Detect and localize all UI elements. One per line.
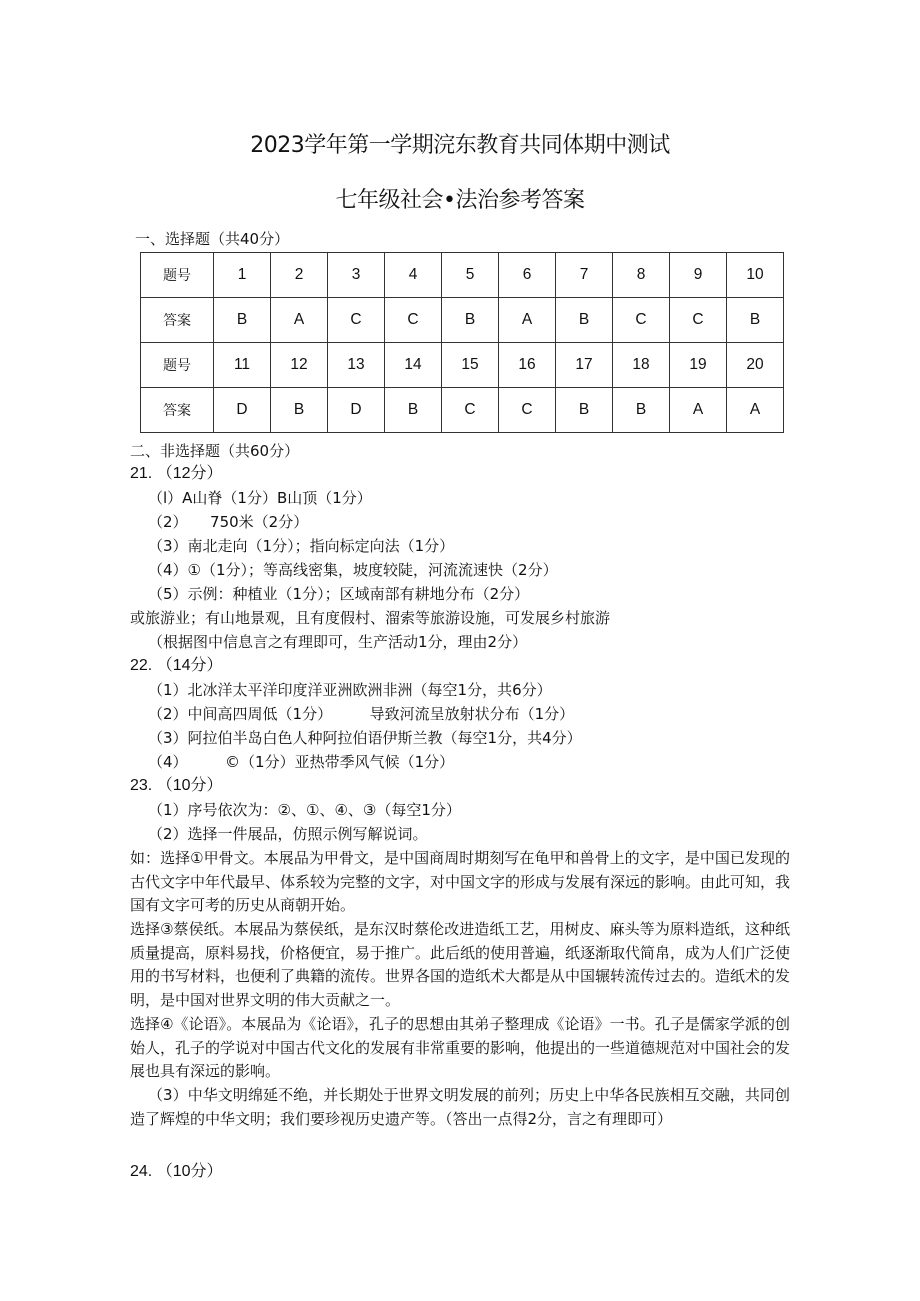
q21-line-4: （4）①（1分）；等高线密集，坡度较陡，河流流速快（2分）	[148, 561, 558, 579]
q21-line-5: （5）示例：种植业（1分）；区域南部有耕地分布（2分）	[148, 585, 530, 603]
q23-example-analects: 选择④《论语》。本展品为《论语》，孔子的思想由其弟子整理成《论语》一书。孔子是儒家学派的创始人，孔子的学说对中国古代文化的发展有非常重要的影响，他提出的一些道德规范对中国社会的发展也具有深远的影响。	[130, 1015, 791, 1081]
q23-example-oracle-bones: 如：选择①甲骨文。本展品为甲骨文，是中国商周时期刻写在龟甲和兽骨上的文字，是中国已发现的古代文字中年代最早、体系较为完整的文字，对中国文字的形成与发展有深远的影响。由此可知，我国有文字可考的历史从商朝开始。	[130, 849, 791, 915]
answer-cell: C	[442, 388, 499, 433]
answer-row	[141, 298, 784, 343]
q23-answer-3: （3）中华文明绵延不绝，并长期处于世界文明发展的前列；历史上中华各民族相互交融，共同创造了辉煌的中华文明；我们要珍视历史遗产等。（答出一点得2分，言之有理即可）	[130, 1086, 790, 1128]
part2-heading: 二、非选择题（共60分）	[130, 442, 300, 460]
question-number-cell: 20	[727, 343, 784, 388]
question-number-cell: 4	[385, 253, 442, 298]
question-number-cell: 5	[442, 253, 499, 298]
answer-cell: A	[499, 298, 556, 343]
q24-title: 24. （10分）	[130, 1163, 223, 1180]
row-label-answer: 答案	[141, 388, 214, 433]
question-number-cell: 7	[556, 253, 613, 298]
q21-title: 21. （12分）	[130, 465, 223, 482]
q22-line-3: （3）阿拉伯半岛白色人种阿拉伯语伊斯兰教（每空1分，共4分）	[148, 729, 582, 747]
question-number-cell: 18	[613, 343, 670, 388]
answer-cell: B	[613, 388, 670, 433]
document-subtitle: 七年级社会•法治参考答案	[335, 188, 585, 213]
q23-example-cai-hou-paper: 选择③蔡侯纸。本展品为蔡侯纸，是东汉时蔡伦改进造纸工艺，用树皮、麻头等为原料造纸，这种纸质量提高，原料易找，价格便宜，易于推广。此后纸的使用普遍，纸逐渐取代简帛，成为人们广泛使用的书写材料，也便利了典籍的流传。世界各国的造纸术大都是从中国辗转流传过去的。造纸术的发明，是中国对世界文明的伟大贡献之一。	[130, 920, 791, 1009]
answer-cell: C	[670, 298, 727, 343]
q23-title: 23. （10分）	[130, 777, 223, 794]
answer-cell: D	[214, 388, 271, 433]
question-number-cell: 10	[727, 253, 784, 298]
row-label-question: 题号	[141, 253, 214, 298]
part1-heading: 一、选择题（共40分）	[135, 230, 290, 248]
question-number-cell: 17	[556, 343, 613, 388]
answer-cell: B	[556, 298, 613, 343]
question-number-cell: 12	[271, 343, 328, 388]
answer-cell: B	[556, 388, 613, 433]
answer-cell: B	[727, 298, 784, 343]
question-number-row	[141, 343, 784, 388]
question-number-cell: 15	[442, 343, 499, 388]
q21-line-7: （根据图中信息言之有理即可，生产活动1分，理由2分）	[148, 633, 528, 651]
q21-line-3: （3）南北走向（1分）；指向标定向法（1分）	[148, 537, 455, 555]
q22-line-2: （2）中间高四周低（1分） 导致河流呈放射状分布（1分）	[148, 705, 575, 723]
answer-cell: C	[499, 388, 556, 433]
question-number-cell: 3	[328, 253, 385, 298]
question-number-cell: 8	[613, 253, 670, 298]
question-number-cell: 9	[670, 253, 727, 298]
answer-cell: A	[670, 388, 727, 433]
q21-line-1: （l）A山脊（1分）B山顶（1分）	[148, 489, 372, 507]
question-number-cell: 11	[214, 343, 271, 388]
answer-table	[140, 252, 784, 433]
answer-cell: C	[613, 298, 670, 343]
q23-line-1: （1）序号依次为：②、①、④、③（每空1分）	[148, 801, 461, 819]
answer-cell: D	[328, 388, 385, 433]
question-number-cell: 6	[499, 253, 556, 298]
question-number-cell: 2	[271, 253, 328, 298]
answer-cell: C	[328, 298, 385, 343]
answer-cell: A	[727, 388, 784, 433]
row-label-question: 题号	[141, 343, 214, 388]
question-number-cell: 14	[385, 343, 442, 388]
question-number-cell: 16	[499, 343, 556, 388]
question-number-cell: 19	[670, 343, 727, 388]
q23-line-2: （2）选择一件展品，仿照示例写解说词。	[148, 825, 428, 843]
q22-line-1: （1）北冰洋太平洋印度洋亚洲欧洲非洲（每空1分，共6分）	[148, 681, 552, 699]
answer-cell: B	[214, 298, 271, 343]
q22-title: 22. （14分）	[130, 657, 223, 674]
answer-cell: C	[385, 298, 442, 343]
answer-cell: B	[442, 298, 499, 343]
document-title: 2023学年第一学期浣东教育共同体期中测试	[250, 133, 670, 158]
q22-line-4: （4） ©（1分）亚热带季风气候（1分）	[148, 753, 455, 771]
answer-row	[141, 388, 784, 433]
answer-cell: B	[271, 388, 328, 433]
row-label-answer: 答案	[141, 298, 214, 343]
question-number-row	[141, 253, 784, 298]
answer-cell: A	[271, 298, 328, 343]
q21-line-2: （2） 750米（2分）	[148, 513, 309, 531]
question-number-cell: 13	[328, 343, 385, 388]
answer-cell: B	[385, 388, 442, 433]
question-number-cell: 1	[214, 253, 271, 298]
q21-line-6: 或旅游业；有山地景观，且有度假村、溜索等旅游设施，可发展乡村旅游	[130, 609, 611, 627]
